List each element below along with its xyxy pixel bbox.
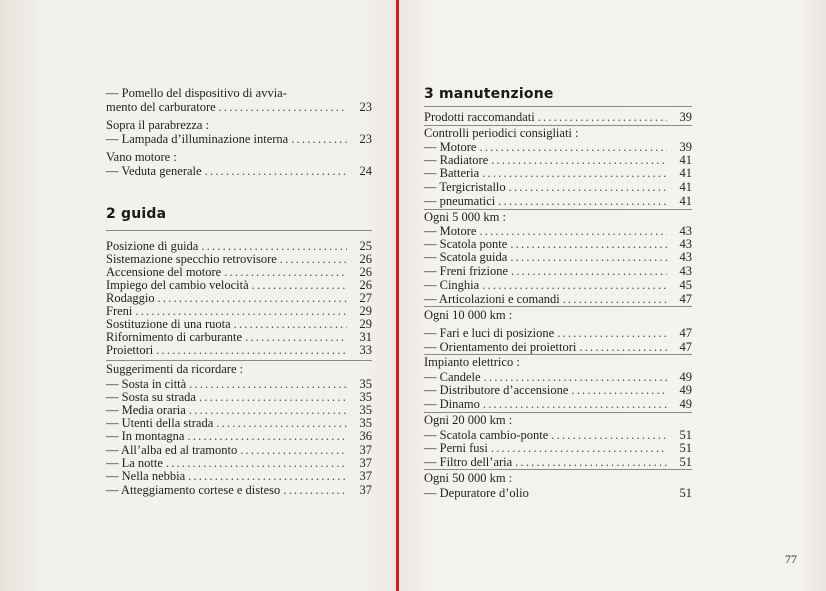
entry-title: — Batteria	[424, 166, 480, 180]
entry-title: Sostituzione di una ruota	[106, 317, 231, 331]
entry-title: — All’alba ed al tramonto	[106, 443, 238, 457]
leader-dots	[557, 326, 667, 340]
toc-entry	[424, 441, 692, 455]
toc-entry	[106, 252, 372, 266]
toc-entry	[106, 100, 372, 114]
entry-page: 49	[679, 397, 692, 411]
toc-subheading: Ogni 5 000 km :	[424, 210, 506, 224]
leader-dots	[538, 110, 667, 124]
entry-page: 37	[359, 443, 372, 457]
entry-title: Accensione del motore	[106, 265, 222, 279]
toc-entry	[424, 180, 692, 194]
entry-page: 43	[679, 264, 692, 278]
entry-page: 26	[359, 252, 372, 266]
leader-dots	[224, 265, 347, 279]
divider	[106, 360, 372, 361]
entry-title: — Tergicristallo	[424, 180, 506, 194]
leader-dots	[510, 250, 667, 264]
entry-title: — Fari e luci di posizione	[424, 326, 555, 340]
toc-subheading: Suggerimenti da ricordare :	[106, 362, 244, 376]
entry-page: 39	[679, 110, 692, 124]
entry-page: 41	[679, 180, 692, 194]
entry-page: 35	[359, 403, 372, 417]
divider	[106, 230, 372, 231]
leader-dots	[189, 403, 347, 417]
toc-subheading: Ogni 20 000 km :	[424, 413, 513, 427]
toc-entry	[106, 343, 372, 357]
toc-entry	[424, 486, 692, 500]
entry-page: 49	[679, 383, 692, 397]
toc-entry	[106, 265, 372, 279]
entry-page: 39	[679, 140, 692, 154]
toc-entry	[106, 291, 372, 305]
entry-title: Prodotti raccomandati	[424, 110, 535, 124]
toc-entry	[106, 443, 372, 457]
entry-title: — Sosta in città	[106, 377, 187, 391]
leader-dots	[280, 252, 347, 266]
section-heading-manutenzione: 3 manutenzione	[424, 86, 554, 102]
entry-page: 41	[679, 194, 692, 208]
entry-title: Sistemazione specchio retrovisore	[106, 252, 277, 266]
entry-page: 29	[359, 317, 372, 331]
toc-entry	[424, 264, 692, 278]
toc-subheading: Ogni 10 000 km :	[424, 308, 513, 322]
toc-entry	[424, 194, 692, 208]
entry-page: 26	[359, 265, 372, 279]
entry-title: Rodaggio	[106, 291, 155, 305]
entry-page: 43	[679, 250, 692, 264]
entry-title: — pneumatici	[424, 194, 496, 208]
leader-dots	[491, 153, 667, 167]
leader-dots	[216, 416, 347, 430]
entry-title: — Cinghia	[424, 278, 480, 292]
toc-subheading: Impianto elettrico :	[424, 355, 520, 369]
entry-page: 47	[679, 340, 692, 354]
entry-title: — Orientamento dei proiettori	[424, 340, 577, 354]
toc-entry	[424, 224, 692, 238]
entry-title: — Filtro dell’aria	[424, 455, 513, 469]
leader-dots	[563, 292, 667, 306]
leader-dots	[491, 441, 667, 455]
entry-title: — Veduta generale	[106, 164, 202, 178]
toc-entry	[424, 237, 692, 251]
entry-title: Impiego del cambio velocità	[106, 278, 249, 292]
toc-entry	[424, 383, 692, 397]
entry-page: 29	[359, 304, 372, 318]
entry-title: — Nella nebbia	[106, 469, 186, 483]
entry-title: — In montagna	[106, 429, 185, 443]
leader-dots	[483, 397, 667, 411]
entry-page: 23	[359, 100, 372, 114]
toc-entry	[106, 317, 372, 331]
toc-entry	[106, 239, 372, 253]
toc-entry	[424, 455, 692, 469]
leader-dots	[187, 429, 347, 443]
entry-title: — Scatola cambio-ponte	[424, 428, 549, 442]
toc-entry	[106, 429, 372, 443]
entry-page: 36	[359, 429, 372, 443]
entry-page: 51	[679, 441, 692, 455]
entry-title: — Candele	[424, 370, 481, 384]
leader-dots	[482, 278, 667, 292]
entry-title: Rifornimento di carburante	[106, 330, 243, 344]
entry-page: 37	[359, 483, 372, 497]
entry-page: 47	[679, 292, 692, 306]
entry-page: 41	[679, 153, 692, 167]
entry-title: — Scatola ponte	[424, 237, 508, 251]
toc-entry	[106, 304, 372, 318]
leader-dots	[498, 194, 667, 208]
leader-dots	[484, 370, 667, 384]
toc-subheading: Vano motore :	[106, 150, 177, 164]
toc-entry	[424, 153, 692, 167]
toc-entry	[106, 403, 372, 417]
entry-page: 27	[359, 291, 372, 305]
toc-entry	[424, 326, 692, 340]
entry-title: — Lampada d’illuminazione interna	[106, 132, 289, 146]
leader-dots	[199, 390, 347, 404]
entry-title: — Scatola guida	[424, 250, 508, 264]
toc-entry	[106, 469, 372, 483]
entry-page: 33	[359, 343, 372, 357]
leader-dots	[252, 278, 347, 292]
toc-entry	[106, 132, 372, 146]
leader-dots	[166, 456, 347, 470]
entry-title: — Media oraria	[106, 403, 186, 417]
entry-page: 51	[679, 455, 692, 469]
toc-entry	[106, 164, 372, 178]
entry-title: — Perni fusi	[424, 441, 488, 455]
toc-entry	[106, 483, 372, 497]
entry-page: 47	[679, 326, 692, 340]
leader-dots	[551, 428, 667, 442]
entry-title: — Motore	[424, 140, 477, 154]
leader-dots	[156, 343, 347, 357]
entry-title: — Atteggiamento cortese e disteso	[106, 483, 281, 497]
entry-page: 43	[679, 224, 692, 238]
leader-dots	[291, 132, 347, 146]
entry-page: 41	[679, 166, 692, 180]
leader-dots	[240, 443, 347, 457]
leader-dots	[479, 140, 667, 154]
toc-entry	[424, 340, 692, 354]
entry-title: Proiettori	[106, 343, 154, 357]
toc-entry	[424, 397, 692, 411]
entry-page: 35	[359, 377, 372, 391]
leader-dots	[511, 264, 667, 278]
entry-page: 37	[359, 456, 372, 470]
leader-dots	[510, 237, 667, 251]
entry-page: 51	[679, 428, 692, 442]
toc-entry	[106, 456, 372, 470]
entry-title: — La notte	[106, 456, 163, 470]
toc-subheading: Ogni 50 000 km :	[424, 471, 513, 485]
toc-entry	[424, 140, 692, 154]
entry-title: — Motore	[424, 224, 477, 238]
entry-page: 37	[359, 469, 372, 483]
page-number: 77	[785, 552, 797, 566]
entry-title: — Depuratore d’olio	[424, 486, 529, 500]
entry-title: — Radiatore	[424, 153, 489, 167]
leader-dots	[201, 239, 347, 253]
leader-dots	[135, 304, 347, 318]
entry-title: Posizione di guida	[106, 239, 199, 253]
entry-title: — Distributore d’accensione	[424, 383, 569, 397]
toc-entry	[424, 370, 692, 384]
entry-page: 25	[359, 239, 372, 253]
toc-entry	[106, 377, 372, 391]
center-red-line	[396, 0, 399, 591]
toc-line: — Pomello del dispositivo di avvia-	[106, 86, 287, 100]
leader-dots	[219, 100, 347, 114]
toc-entry	[106, 330, 372, 344]
leader-dots	[158, 291, 347, 305]
divider	[424, 106, 692, 107]
leader-dots	[515, 455, 667, 469]
entry-page: 49	[679, 370, 692, 384]
leader-dots	[571, 383, 667, 397]
leader-dots	[188, 469, 347, 483]
toc-entry	[424, 110, 692, 124]
toc-entry	[424, 166, 692, 180]
entry-page: 26	[359, 278, 372, 292]
entry-title: Freni	[106, 304, 133, 318]
entry-page: 43	[679, 237, 692, 251]
leader-dots	[479, 224, 667, 238]
leader-dots	[509, 180, 667, 194]
entry-page: 24	[359, 164, 372, 178]
entry-page: 51	[679, 486, 692, 500]
entry-page: 35	[359, 416, 372, 430]
entry-title: — Utenti della strada	[106, 416, 214, 430]
toc-entry	[106, 390, 372, 404]
toc-entry	[424, 278, 692, 292]
entry-page: 35	[359, 390, 372, 404]
toc-entry	[106, 416, 372, 430]
entry-title: — Articolazioni e comandi	[424, 292, 560, 306]
section-heading-guida: 2 guida	[106, 206, 167, 222]
entry-title: mento del carburatore	[106, 100, 216, 114]
entry-page: 45	[679, 278, 692, 292]
leader-dots	[579, 340, 667, 354]
entry-title: — Freni frizione	[424, 264, 509, 278]
toc-subheading: Controlli periodici consigliati :	[424, 126, 579, 140]
entry-title: — Dinamo	[424, 397, 480, 411]
leader-dots	[234, 317, 347, 331]
entry-title: — Sosta su strada	[106, 390, 196, 404]
toc-entry	[424, 428, 692, 442]
entry-page: 31	[359, 330, 372, 344]
toc-subheading: Sopra il parabrezza :	[106, 118, 210, 132]
leader-dots	[283, 483, 347, 497]
entry-page: 23	[359, 132, 372, 146]
divider	[424, 469, 692, 470]
divider	[424, 306, 692, 307]
leader-dots	[482, 166, 667, 180]
toc-entry	[106, 278, 372, 292]
leader-dots	[205, 164, 347, 178]
leader-dots	[245, 330, 347, 344]
toc-entry	[424, 250, 692, 264]
toc-entry	[424, 292, 692, 306]
leader-dots	[189, 377, 347, 391]
